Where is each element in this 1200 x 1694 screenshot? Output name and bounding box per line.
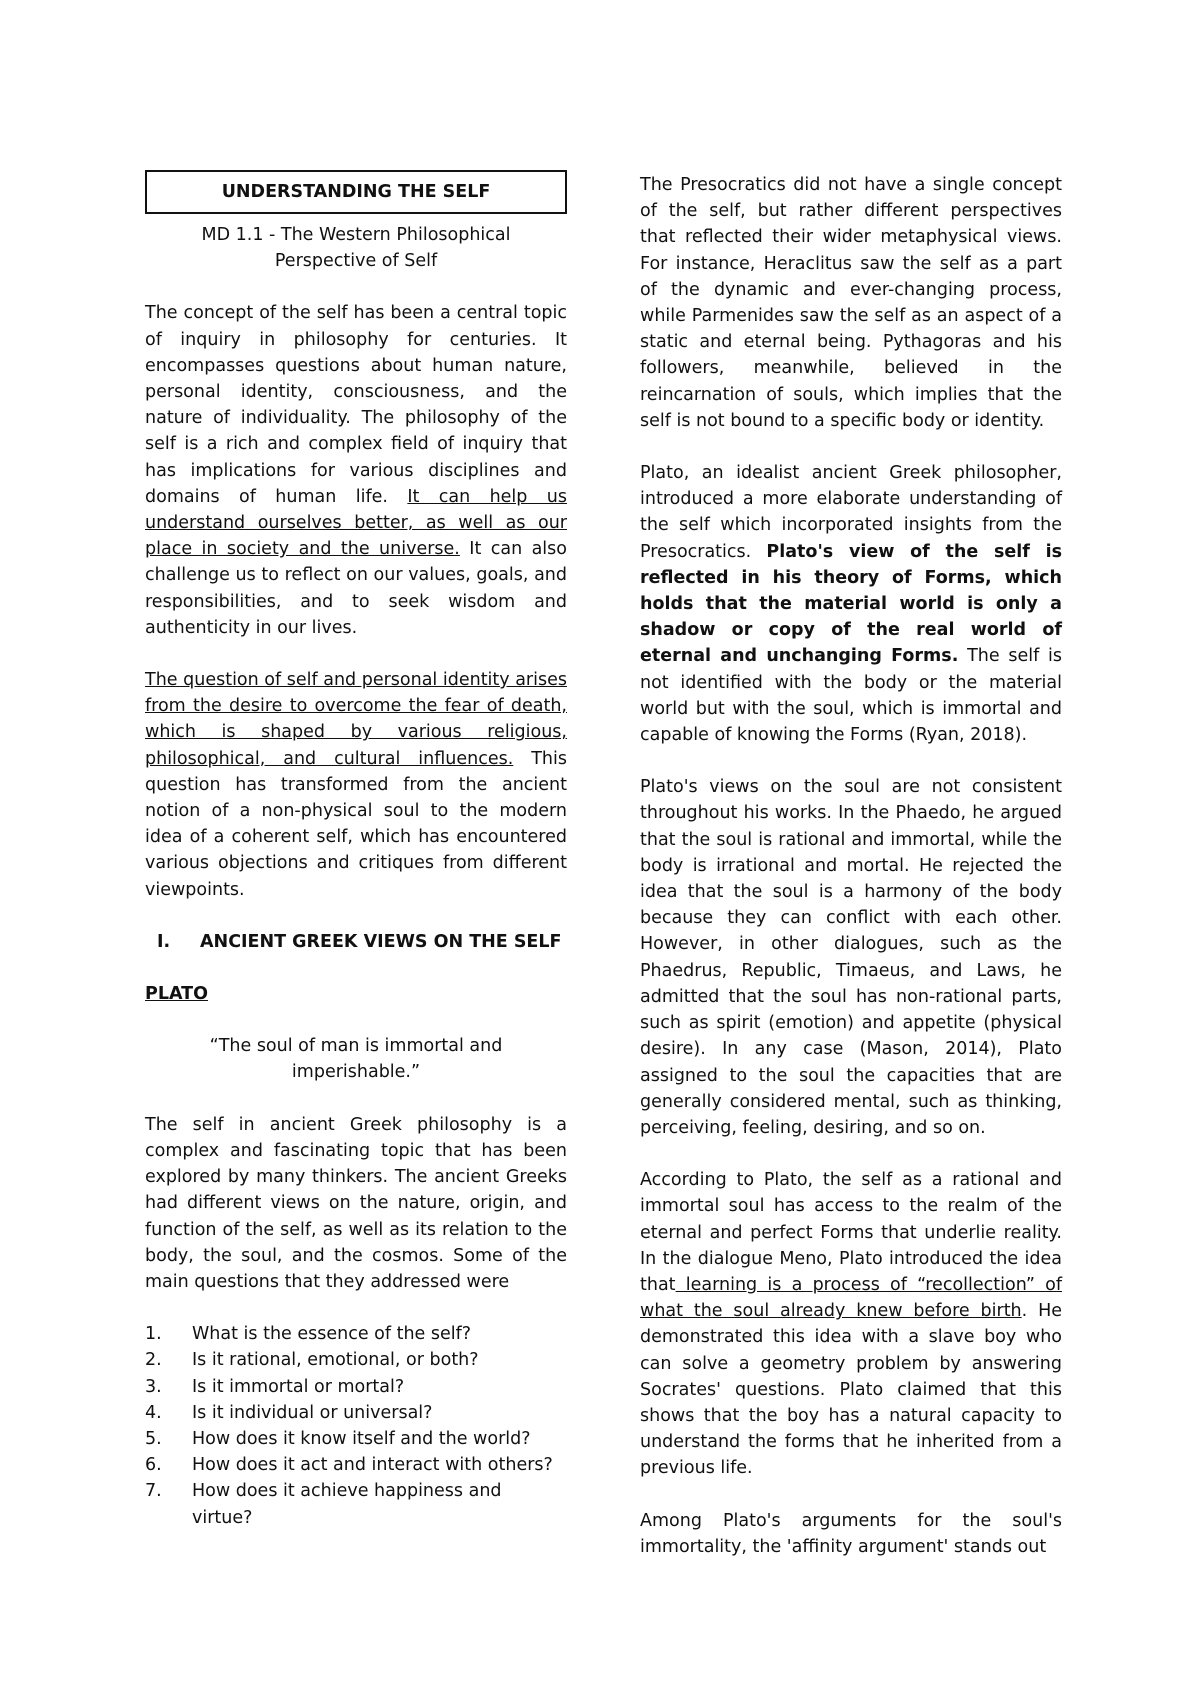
questions-list <box>145 1321 567 1531</box>
bold-text: Plato's view of the self is reflected in his theory of Forms, which holds that the material world is only a shadow or copy of the real world of eternal and unchanging Forms. <box>640 541 1062 667</box>
module-subtitle <box>145 222 567 274</box>
left-column <box>145 168 567 1531</box>
list-item: 2. Is it rational, emotional, or both? <box>145 1350 479 1371</box>
section-heading <box>157 929 567 955</box>
identity-paragraph: The question of self and personal identity arises from the desire to overcome the fear of death, which is shaped by various religious, philosophical, and cultural influences. This question has transformed from the ancient notion of a non-physical soul to the modern idea of a coherent self, which has encountered various objections and critiques from different viewpoints. <box>145 670 568 900</box>
plato-forms-paragraph: Plato, an idealist ancient Greek philosopher, introduced a more elaborate understanding of the self which incorporated insights from the Presocratics. Plato's view of the self is reflected in his theory of Forms, which holds that the material world is only a shadow or copy of the real world of eternal and unchanging Forms. The self is not identified with the body or the material world but with the soul, which is immortal and capable of knowing the Forms (Ryan, 2018). <box>640 463 1063 746</box>
section-title: ANCIENT GREEK VIEWS ON THE SELF <box>200 931 562 952</box>
quote-line-1: “The soul of man is immortal and <box>209 1036 503 1057</box>
list-item: 7. How does it achieve happiness and virtue? <box>145 1481 502 1528</box>
plato-quote <box>145 1033 567 1085</box>
list-item: 3. Is it immortal or mortal? <box>145 1376 405 1397</box>
greek-self-paragraph: The self in ancient Greek philosophy is a complex and fascinating topic that has been explored by many thinkers. The ancient Greeks had different views on the nature, origin, and function of the self, as well as its relation to the body, the soul, and the cosmos. Some of the main questions that they addressed were <box>145 1114 567 1292</box>
presocratics-paragraph: The Presocratics did not have a single concept of the self, but rather different perspectives that reflected their wider metaphysical views. For instance, Heraclitus saw the self as a part of the dynamic and ever-changing process, while Parmenides saw the self as an aspect of a static and eternal being. Pythagoras and his followers, meanwhile, believed in the reincarnation of souls, which implies that the self is not bound to a specific body or identity. <box>640 175 1062 431</box>
list-item: 1. What is the essence of the self? <box>145 1324 472 1345</box>
recollection-paragraph: According to Plato, the self as a rational and immortal soul has access to the realm of the eternal and perfect Forms that underlie reality. In the dialogue Meno, Plato introduced the idea that learning is a process of “recollection” of what the soul already knew before birth. He demonstrated this idea with a slave boy who can solve a geometry problem by answering Socrates' questions. Plato claimed that this shows that the boy has a natural capacity to understand the forms that he inherited from a previous life. <box>640 1170 1062 1479</box>
quote-line-2: imperishable.” <box>291 1062 421 1083</box>
intro-paragraph: The concept of the self has been a central topic of inquiry in philosophy for centuries. It encompasses questions about human nature, personal identity, consciousness, and the nature of individuality. The philosophy of the self is a rich and complex field of inquiry that has implications for various disciplines and domains of human life. It can help us understand ourselves better, as well as our place in society and the universe. It can also challenge us to reflect on our values, goals, and responsibilities, and to seek wisdom and authenticity in our lives. <box>145 303 567 638</box>
list-item: 4. Is it individual or universal? <box>145 1402 433 1423</box>
subheading-plato: PLATO <box>145 984 208 1005</box>
section-number: I. <box>157 931 171 952</box>
underlined-text: learning is a process of “recollection” of what the soul already knew before birth <box>640 1274 1062 1322</box>
list-item: 5. How does it know itself and the world? <box>145 1428 531 1449</box>
underlined-text: The question of self and personal identity arises from the desire to overcome the fear of death, which is shaped by various religious, philosophical, and cultural influences. <box>145 670 567 769</box>
subtitle-line-2: Perspective of Self <box>274 251 438 272</box>
list-item: 6. How does it act and interact with others? <box>145 1455 553 1476</box>
document-title: UNDERSTANDING THE SELF <box>145 170 567 214</box>
subtitle-line-1: MD 1.1 - The Western Philosophical <box>201 225 511 245</box>
affinity-paragraph: Among Plato's arguments for the soul's immortality, the 'affinity argument' stands out <box>640 1510 1062 1557</box>
plato-soul-paragraph: Plato's views on the soul are not consistent throughout his works. In the Phaedo, he argued that the soul is rational and immortal, while the body is irrational and mortal. He rejected the idea that the soul is a harmony of the body because they can conflict with each other. However, in other dialogues, such as the Phaedrus, Republic, Timaeus, and Laws, he admitted that the soul has non-rational parts, such as spirit (emotion) and appetite (physical desire). In any case (Mason, 2014), Plato assigned to the soul the capacities that are generally considered mental, such as thinking, perceiving, feeling, desiring, and so on. <box>640 777 1062 1138</box>
underlined-text: It can help us understand ourselves better, as well as our place in society and the universe. <box>145 486 567 560</box>
right-column <box>640 172 1062 1560</box>
